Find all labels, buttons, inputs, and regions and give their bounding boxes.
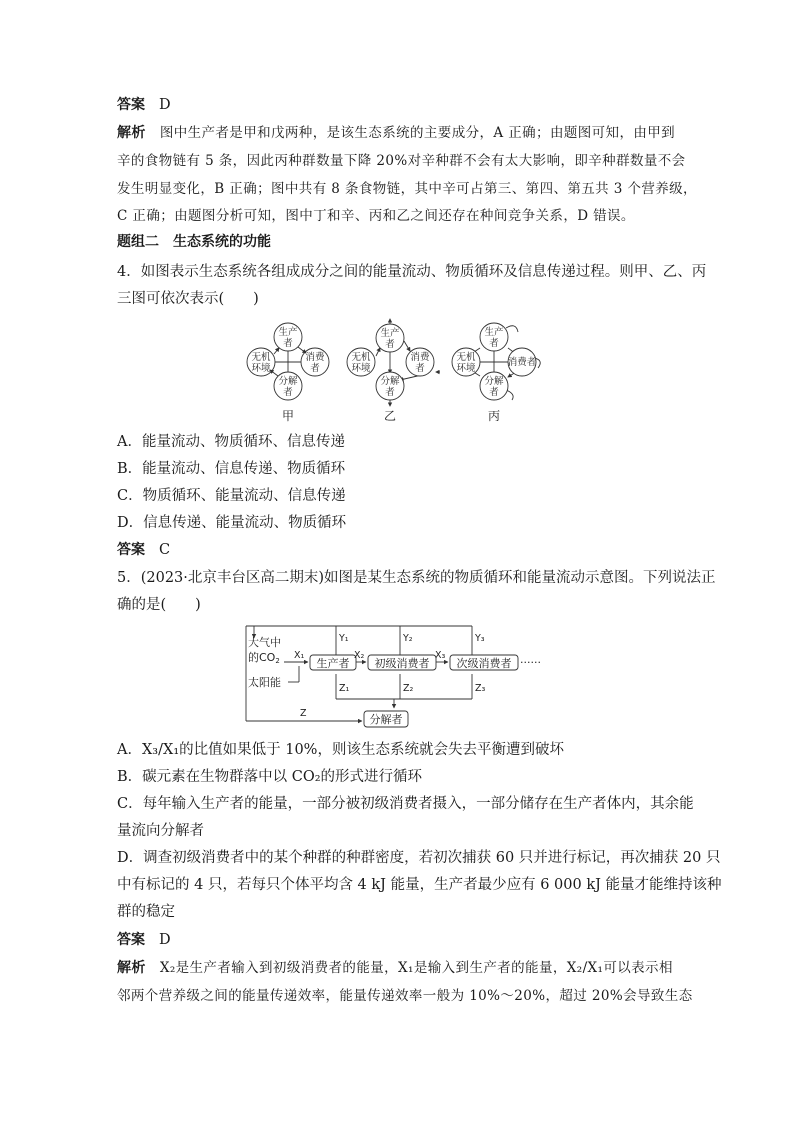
answer-label: 答案	[117, 542, 145, 558]
decomposer-box-label: 分解者	[369, 713, 403, 726]
secondary-consumer-label: 次级消费者	[456, 657, 512, 670]
caption-bing: 丙	[487, 409, 501, 423]
answer-label: 答案	[117, 932, 145, 948]
y1-label: Y₁	[339, 633, 349, 644]
yi-abiotic-label: 无机	[351, 352, 371, 363]
q4-option-a: A．能量流动、物质循环、信息传递	[117, 434, 345, 450]
bing-decomposer-label-2: 者	[489, 387, 499, 398]
answer-value: D	[159, 932, 171, 948]
yi-decomposer-label: 分解	[380, 376, 400, 387]
bing-producer-label-2: 者	[489, 338, 499, 349]
dots-label: ······	[520, 656, 541, 669]
producer-box-label: 生产者	[316, 657, 350, 670]
y2-label: Y₂	[403, 633, 413, 644]
x3-label: X₃	[435, 650, 446, 661]
prev-analysis-line: 发生明显变化，B 正确；图中共有 8 条食物链，其中辛可占第三、第四、第五共 3 个营养级，	[117, 181, 697, 197]
jia-decomposer-label: 分解	[278, 376, 298, 387]
x1-label: X₁	[294, 650, 305, 661]
bing-decomposer-label: 分解	[484, 376, 504, 387]
caption-yi: 乙	[383, 409, 397, 423]
q4-option-c: C．物质循环、能量流动、信息传递	[117, 488, 346, 504]
bing-consumer-label: 消费者	[507, 357, 537, 368]
q5-option-c: C．每年输入生产者的能量，一部分被初级消费者摄入，一部分储存在生产者体内，其余能	[117, 796, 694, 812]
prev-analysis-line	[117, 123, 677, 143]
atmosphere-label-2: 的CO2	[248, 651, 280, 665]
yi-consumer-label-2: 者	[415, 363, 425, 374]
q5-option-d-cont: 群的稳定	[117, 904, 175, 920]
jia-consumer-label-2: 者	[310, 363, 320, 374]
jia-abiotic-label-2: 环境	[251, 363, 271, 374]
analysis-label: 解析	[117, 960, 146, 976]
yi-producer-label-2: 者	[385, 339, 395, 350]
jia-consumer-label: 消费	[305, 352, 325, 363]
q5-diagram	[244, 624, 554, 732]
z-label: Z	[300, 708, 307, 719]
jia-producer-label-2: 者	[283, 338, 293, 349]
q4-answer	[117, 540, 677, 560]
analysis-text: X₂是生产者输入到初级消费者的能量，X₁是输入到生产者的能量，X₂/X₁可以表示相	[159, 960, 673, 976]
q5-analysis-line	[117, 958, 677, 978]
q5-option-c-cont: 量流向分解者	[117, 823, 204, 839]
answer-label: 答案	[117, 97, 145, 113]
prev-answer	[117, 95, 677, 115]
answer-value: D	[159, 97, 171, 113]
section-title: 题组二 生态系统的功能	[117, 234, 271, 250]
yi-consumer-label: 消费	[410, 352, 430, 363]
primary-consumer-label: 初级消费者	[374, 657, 430, 670]
yi-abiotic-label-2: 环境	[351, 363, 371, 374]
q5-option-b: B．碳元素在生物群落中以 CO₂的形式进行循环	[117, 769, 423, 785]
q5-option-d: D．调查初级消费者中的某个种群的种群密度，若初次捕获 60 只并进行标记，再次捕获 20 只	[117, 850, 721, 866]
q5-option-a: A．X₃/X₁的比值如果低于 10%，则该生态系统就会失去平衡遭到破坏	[117, 742, 564, 758]
q5-stem-line: 确的是( )	[117, 597, 201, 613]
q5-option-d-cont: 中有标记的 4 只，若每只个体平均含 4 kJ 能量，生产者最少应有 6 000 kJ 能量才能维持该种	[117, 877, 722, 893]
q4-stem-line: 三图可依次表示( )	[117, 291, 259, 307]
jia-producer-label: 生产	[278, 327, 298, 338]
z1-label: Z₁	[339, 683, 350, 694]
analysis-label: 解析	[117, 125, 146, 141]
q4-option-b: B．能量流动、信息传递、物质循环	[117, 461, 346, 477]
q4-stem-line: 4．如图表示生态系统各组成成分之间的能量流动、物质循环及信息传递过程。则甲、乙、丙	[117, 264, 707, 280]
q5-answer	[117, 930, 677, 950]
bing-producer-label: 生产	[484, 327, 504, 338]
prev-analysis-line: C 正确；由题图分析可知，图中丁和辛、丙和乙之间还存在种间竞争关系，D 错误。	[117, 208, 635, 224]
q4-diagram	[240, 318, 560, 430]
bing-abiotic-label-2: 环境	[456, 363, 476, 374]
caption-jia: 甲	[281, 409, 295, 423]
q4-option-d: D．信息传递、能量流动、物质循环	[117, 515, 347, 531]
atmosphere-label: 大气中	[248, 636, 281, 649]
z2-label: Z₂	[403, 683, 414, 694]
jia-abiotic-label: 无机	[251, 352, 271, 363]
bing-abiotic-label: 无机	[456, 352, 476, 363]
q5-analysis-line: 邻两个营养级之间的能量传递效率，能量传递效率一般为 10%～20%，超过 20%会导致生态	[117, 988, 693, 1004]
yi-producer-label: 生产	[380, 328, 400, 339]
z3-label: Z₃	[475, 683, 486, 694]
q5-stem-line: 5．(2023·北京丰台区高二期末)如图是某生态系统的物质循环和能量流动示意图。下列说法正	[117, 570, 716, 586]
jia-decomposer-label-2: 者	[283, 387, 293, 398]
analysis-text: 图中生产者是甲和戊两种，是该生态系统的主要成分，A 正确；由题图可知，由甲到	[159, 125, 676, 141]
yi-decomposer-label-2: 者	[385, 387, 395, 398]
y3-label: Y₃	[475, 633, 485, 644]
prev-analysis-line: 辛的食物链有 5 条，因此丙种群数量下降 20%对辛种群不会有太大影响，即辛种群数量不会	[117, 153, 686, 169]
sun-label: 太阳能	[248, 676, 281, 689]
answer-value: C	[159, 542, 171, 558]
x2-label: X₂	[354, 650, 365, 661]
